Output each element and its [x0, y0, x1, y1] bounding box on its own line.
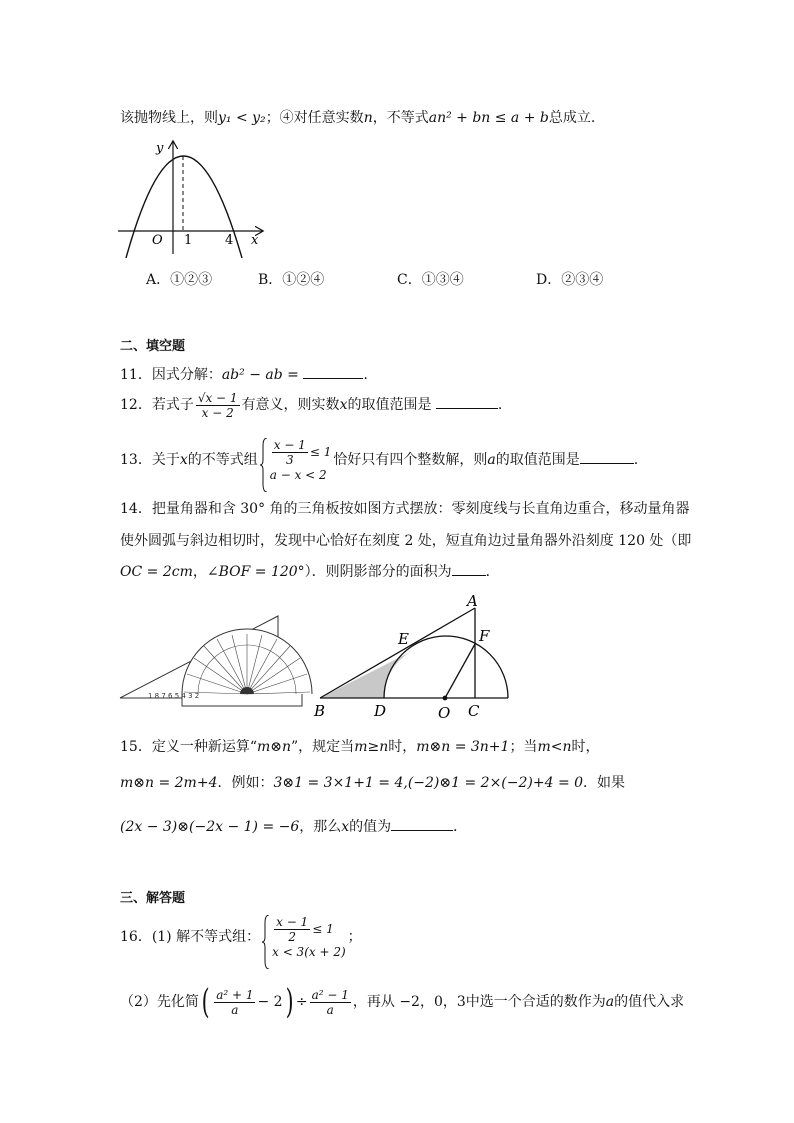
- option-letter: B．: [258, 272, 283, 288]
- q14-oc: OC = 2cm: [120, 564, 193, 580]
- tick-1-label: 1: [184, 233, 193, 248]
- question-13: [120, 430, 638, 490]
- intro-suffix: 总成立.: [548, 110, 596, 126]
- q16-frac2-num: a² − 1: [311, 987, 349, 1002]
- q11-end: .: [363, 367, 368, 383]
- q15-end: ．: [453, 819, 468, 835]
- q12-denominator: x − 2: [201, 405, 234, 420]
- question-11: [120, 364, 368, 385]
- q15-text-example: ．例如：: [217, 775, 274, 791]
- label-b: B: [314, 702, 326, 720]
- right-paren: ): [285, 982, 294, 1022]
- q14-comma: ，: [192, 564, 207, 580]
- q13-end: .: [633, 452, 639, 468]
- option-value: ①②③: [170, 272, 213, 288]
- q15-line3: [120, 816, 467, 837]
- q16-p2-label: （2）先化简: [120, 994, 199, 1010]
- q15-line1: [120, 737, 599, 757]
- q11-answer-blank[interactable]: [303, 364, 363, 379]
- label-c: C: [468, 702, 480, 720]
- q14-line3-text: ）．则阴影部分的面积为: [304, 564, 452, 580]
- q16-frac2: [310, 988, 351, 1017]
- section-fill-in-heading: 二、填空题: [120, 339, 186, 354]
- q15-text-if: ．如果: [583, 775, 626, 791]
- q13-end-text: 的取值范围是: [495, 452, 580, 468]
- point-o: [443, 696, 448, 701]
- q16-row1-fraction: [274, 915, 310, 944]
- q16-p2-end: 的值代入求: [614, 994, 685, 1010]
- q14-line3: [120, 561, 500, 582]
- q14-angle: ∠BOF = 120°: [206, 564, 305, 580]
- question-12: [120, 388, 502, 422]
- q16-system: [262, 915, 346, 960]
- q13-system: [260, 438, 332, 483]
- protractor-photo-figure: [118, 602, 318, 712]
- q15-text-d: 时，: [388, 739, 417, 755]
- q16-row2: x < 3(x + 2): [272, 944, 346, 959]
- parabola-graph: [112, 136, 272, 258]
- q15-text-f: ；当: [509, 739, 538, 755]
- option-value: ①③④: [421, 272, 464, 288]
- q15-rule1: m⊗n = 3n+1: [416, 739, 510, 755]
- q16-part1: [120, 907, 362, 967]
- label-o: O: [438, 704, 451, 722]
- q12-end-text: 的取值范围是: [347, 397, 432, 413]
- intro-prefix: 该抛物线上，则: [120, 110, 218, 126]
- line-ba: [320, 608, 475, 698]
- option-letter: A．: [146, 272, 171, 288]
- intro-line: [120, 108, 595, 128]
- q12-label: 12．若式子: [120, 397, 194, 413]
- q16-row1-num: x − 1: [276, 914, 309, 929]
- q14-line1: 14．把量角器和含 30° 角的三角板按如图方式摆放：零刻度线与长直角边重合，移动量角器: [120, 501, 690, 517]
- q12-numerator: √x − 1: [197, 390, 238, 405]
- q11-expression: ab² − ab =: [221, 367, 299, 383]
- q12-mid: 有意义，则实数: [241, 397, 340, 413]
- x-label: x: [251, 233, 259, 248]
- q13-row2: a − x < 2: [269, 467, 327, 482]
- q16-label: 16．(1) 解不等式组：: [120, 929, 261, 945]
- q13-row1-rel: ≤ 1: [309, 444, 332, 459]
- intro-mid: ，不等式: [372, 110, 429, 126]
- q16-minus2: − 2: [257, 994, 283, 1010]
- intro-condition: y₁ < y₂: [218, 110, 266, 126]
- q16-row1: [272, 915, 346, 944]
- ruler-tick-labels: 1 8 7 6 5 4 3 2: [148, 692, 200, 700]
- q15-text-value: 的值为: [349, 819, 392, 835]
- q11-label: 11．因式分解：: [120, 367, 222, 383]
- q16-frac1-num: a² + 1: [216, 987, 254, 1002]
- q12-fraction: [196, 391, 240, 420]
- q14-line3-end: ．: [485, 564, 500, 580]
- option-a[interactable]: [146, 269, 212, 289]
- q15-cond1: m≥n: [354, 739, 389, 755]
- q15-x: x: [341, 819, 350, 835]
- q13-answer-blank[interactable]: [580, 449, 634, 464]
- option-value: ②③④: [561, 272, 604, 288]
- q13-var: x: [179, 452, 188, 468]
- q16-div: ÷: [295, 994, 308, 1010]
- q15-text-a: 15．定义一种新运算“: [120, 739, 257, 755]
- q14-answer-blank[interactable]: [452, 561, 486, 576]
- option-c[interactable]: [397, 269, 464, 289]
- q16-part2: [120, 980, 684, 1024]
- q13-label: 13．关于: [120, 452, 180, 468]
- label-d: D: [374, 702, 387, 720]
- q12-end: .: [497, 397, 503, 413]
- option-b[interactable]: [258, 269, 324, 289]
- q15-example: 3⊗1 = 3×1+1 = 4,(−2)⊗1 = 2×(−2)+4 = 0: [273, 775, 584, 791]
- q15-cond2: m<n: [537, 739, 572, 755]
- section-answer-heading: 三、解答题: [120, 891, 186, 906]
- label-f: F: [479, 627, 490, 645]
- q13-row1-num: x − 1: [273, 437, 306, 452]
- q15-equation: (2x − 3)⊗(−2x − 1) = −6: [120, 819, 300, 835]
- q15-text-h: 时，: [571, 739, 600, 755]
- q13-a: a: [487, 452, 496, 468]
- q15-line2: [120, 773, 625, 793]
- q12-var: x: [339, 397, 348, 413]
- intro-inequality: an² + bn ≤ a + b: [428, 110, 549, 126]
- q15-text-then: ，那么: [299, 819, 342, 835]
- q14-line2: 使外圆弧与斜边相切时，发现中心恰好在刻度 2 处，短直角边过量角器外沿刻度 120 处（即: [120, 533, 692, 549]
- q13-brace-icon: [260, 438, 268, 492]
- option-letter: C．: [397, 272, 422, 288]
- shaded-region: [320, 649, 416, 698]
- tick-4-label: 4: [225, 233, 234, 248]
- y-label: y: [156, 141, 164, 156]
- q16-p2-after: ，再从 −2，0，3中选一个合适的数作为: [352, 994, 606, 1010]
- left-paren: (: [201, 982, 210, 1022]
- q15-rule2: m⊗n = 2m+4: [120, 775, 218, 791]
- q13-mid: 的不等式组: [187, 452, 258, 468]
- q12-answer-blank[interactable]: [436, 394, 498, 409]
- intro-sep: ；④对任意实数: [265, 110, 364, 126]
- q16-row1-rel: ≤ 1: [312, 921, 334, 936]
- option-value: ①②④: [282, 272, 325, 288]
- q16-end: ；: [347, 929, 362, 945]
- q15-op: m⊗n: [256, 739, 292, 755]
- q13-row1: [270, 438, 332, 467]
- geometry-figure: [312, 592, 517, 722]
- q16-a: a: [605, 994, 615, 1010]
- q16-brace-icon: [262, 915, 270, 969]
- q15-answer-blank[interactable]: [391, 816, 453, 831]
- q16-frac1: [214, 988, 255, 1017]
- intro-n: n: [363, 110, 373, 126]
- option-d[interactable]: [536, 269, 603, 289]
- q13-after: 恰好只有四个整数解，则: [333, 452, 488, 468]
- origin-label: O: [152, 233, 163, 248]
- q13-row1-den: 3: [285, 452, 294, 467]
- q16-frac2-den: a: [326, 1002, 334, 1017]
- label-e: E: [398, 630, 409, 648]
- q15-text-b: ”，规定当: [291, 739, 355, 755]
- option-letter: D．: [536, 272, 562, 288]
- q13-row1-fraction: [272, 438, 308, 467]
- q16-row1-den: 2: [288, 929, 296, 944]
- q16-frac1-den: a: [231, 1002, 239, 1017]
- label-a: A: [467, 592, 478, 610]
- line-of: [445, 644, 475, 698]
